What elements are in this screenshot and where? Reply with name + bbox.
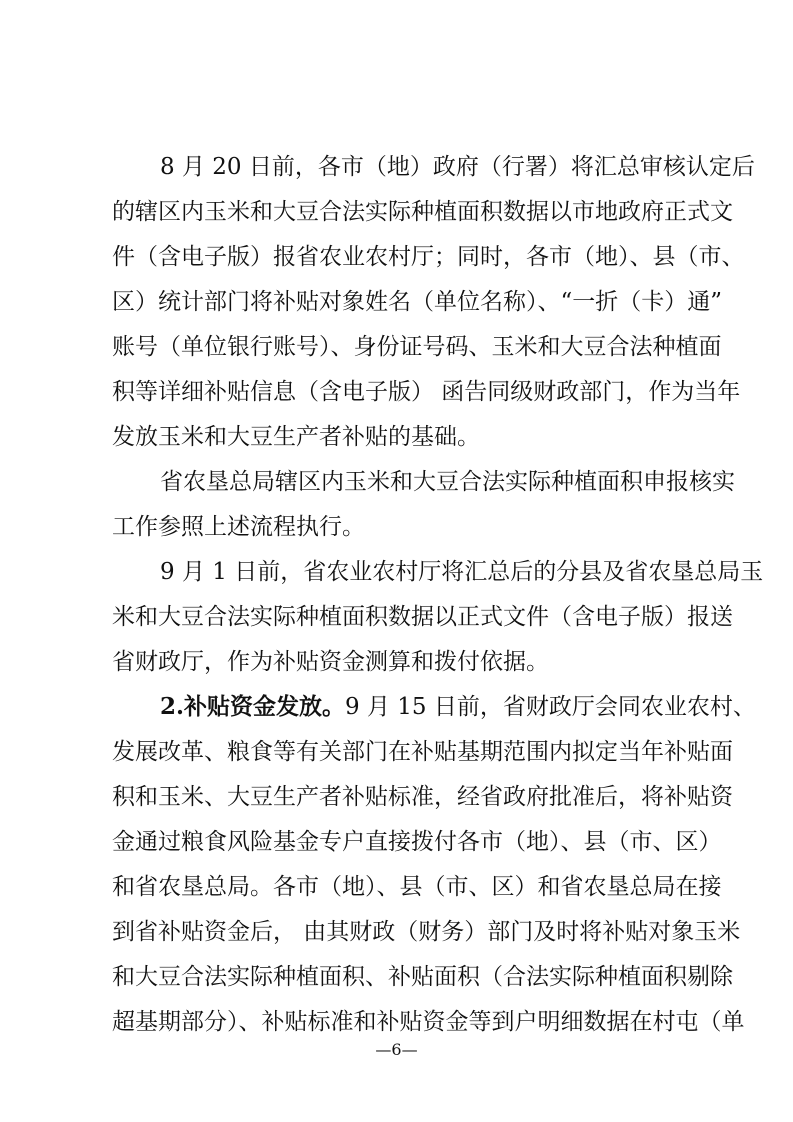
paragraph-2-line-2: 工作参照上述流程执行。 — [112, 514, 365, 540]
paragraph-3-line-3: 省财政厅，作为补贴资金测算和拨付依据。 — [112, 649, 549, 675]
paragraph-4-line-4: 金通过粮食风险基金专户直接拨付各市（地）、县（市、区） — [112, 829, 722, 855]
paragraph-4-line-2: 发展改革、粮食等有关部门在补贴基期范围内拟定当年补贴面 — [112, 739, 733, 765]
paragraph-3-line-2: 米和大豆合法实际种植面积数据以正式文件（含电子版）报送 — [112, 604, 733, 630]
section-heading: 2.补贴资金发放。 — [160, 693, 346, 720]
paragraph-1-line-4: 区）统计部门将补贴对象姓名（单位名称）、“一折（卡）通” — [112, 289, 723, 315]
paragraph-4-line-8: 超基期部分）、补贴标准和补贴资金等到户明细数据在村屯（单 — [112, 1009, 745, 1035]
paragraph-2-line-1: 省农垦总局辖区内玉米和大豆合法实际种植面积申报核实 — [160, 469, 735, 495]
paragraph-4-line-6: 到省补贴资金后， 由其财政（财务）部门及时将补贴对象玉米 — [112, 919, 741, 945]
paragraph-4-line-3: 积和玉米、大豆生产者补贴标准，经省政府批准后，将补贴资 — [112, 784, 733, 810]
paragraph-1-line-2: 的辖区内玉米和大豆合法实际种植面积数据以市地政府正式文 — [112, 199, 733, 225]
page-number: —6— — [375, 1040, 418, 1059]
paragraph-1-line-1: 8 月 20 日前，各市（地）政府（行署）将汇总审核认定后 — [160, 154, 755, 180]
paragraph-4-line-1 — [160, 692, 756, 722]
paragraph-1-line-5: 账号（单位银行账号）、身份证号码、玉米和大豆合法种植面 — [112, 334, 722, 360]
paragraph-1-line-6: 积等详细补贴信息（含电子版） 函告同级财政部门，作为当年 — [112, 379, 741, 405]
paragraph-4-line-7: 和大豆合法实际种植面积、补贴面积（合法实际种植面积剔除 — [112, 964, 733, 990]
paragraph-1-line-3: 件（含电子版）报省农业农村厅；同时，各市（地）、县（市、 — [112, 244, 745, 270]
paragraph-4-line-5: 和省农垦总局。各市（地）、县（市、区）和省农垦总局在接 — [112, 874, 722, 900]
paragraph-1-line-7: 发放玉米和大豆生产者补贴的基础。 — [112, 424, 480, 450]
paragraph-4-line-1-text: 9 月 15 日前，省财政厅会同农业农村、 — [345, 694, 756, 720]
paragraph-3-line-1: 9 月 1 日前，省农业农村厅将汇总后的分县及省农垦总局玉 — [160, 559, 764, 585]
